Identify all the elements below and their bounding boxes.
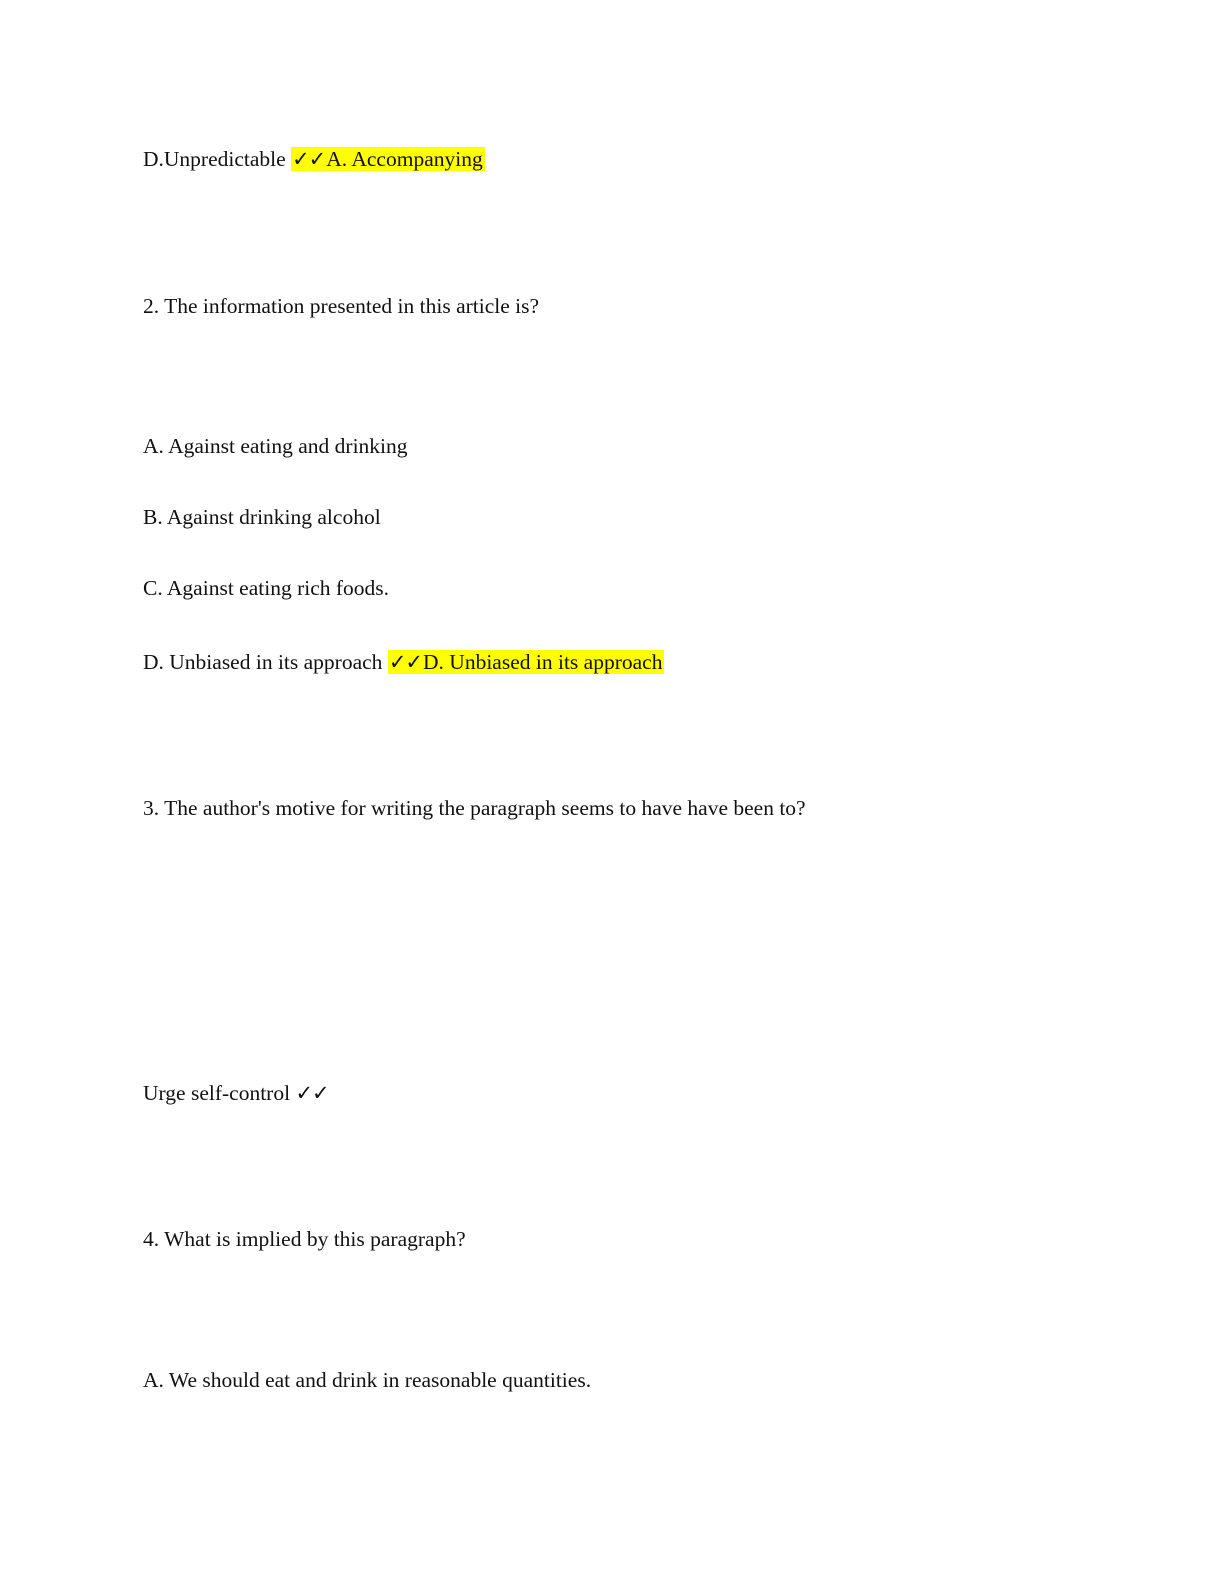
answer-text: Urge self-control — [143, 1081, 296, 1105]
q2-option-d-line — [143, 647, 664, 677]
q4-question: 4. What is implied by this paragraph? — [143, 1227, 466, 1251]
answer-text: A. Accompanying — [326, 147, 483, 171]
q3-answer-line — [143, 1078, 330, 1108]
answer-text: D. Unbiased in its approach — [423, 650, 663, 674]
option-text: D.Unpredictable — [143, 147, 292, 171]
checkmark-icon: ✓✓ — [295, 1081, 329, 1105]
q1-option-d-line — [143, 144, 485, 174]
q2-option-b: B. Against drinking alcohol — [143, 505, 381, 529]
checkmark-icon: ✓✓ — [388, 650, 423, 674]
checkmark-icon: ✓✓ — [292, 147, 326, 171]
answer-highlight — [291, 147, 485, 171]
option-text: D. Unbiased in its approach — [143, 650, 388, 674]
q4-option-a: A. We should eat and drink in reasonable quantities. — [143, 1368, 592, 1392]
answer-highlight — [388, 650, 665, 674]
q2-option-a: A. Against eating and drinking — [143, 434, 408, 458]
q3-question: 3. The author's motive for writing the paragraph seems to have have been to? — [143, 796, 806, 820]
q2-question: 2. The information presented in this article is? — [143, 294, 540, 318]
q2-option-c: C. Against eating rich foods. — [143, 576, 390, 600]
